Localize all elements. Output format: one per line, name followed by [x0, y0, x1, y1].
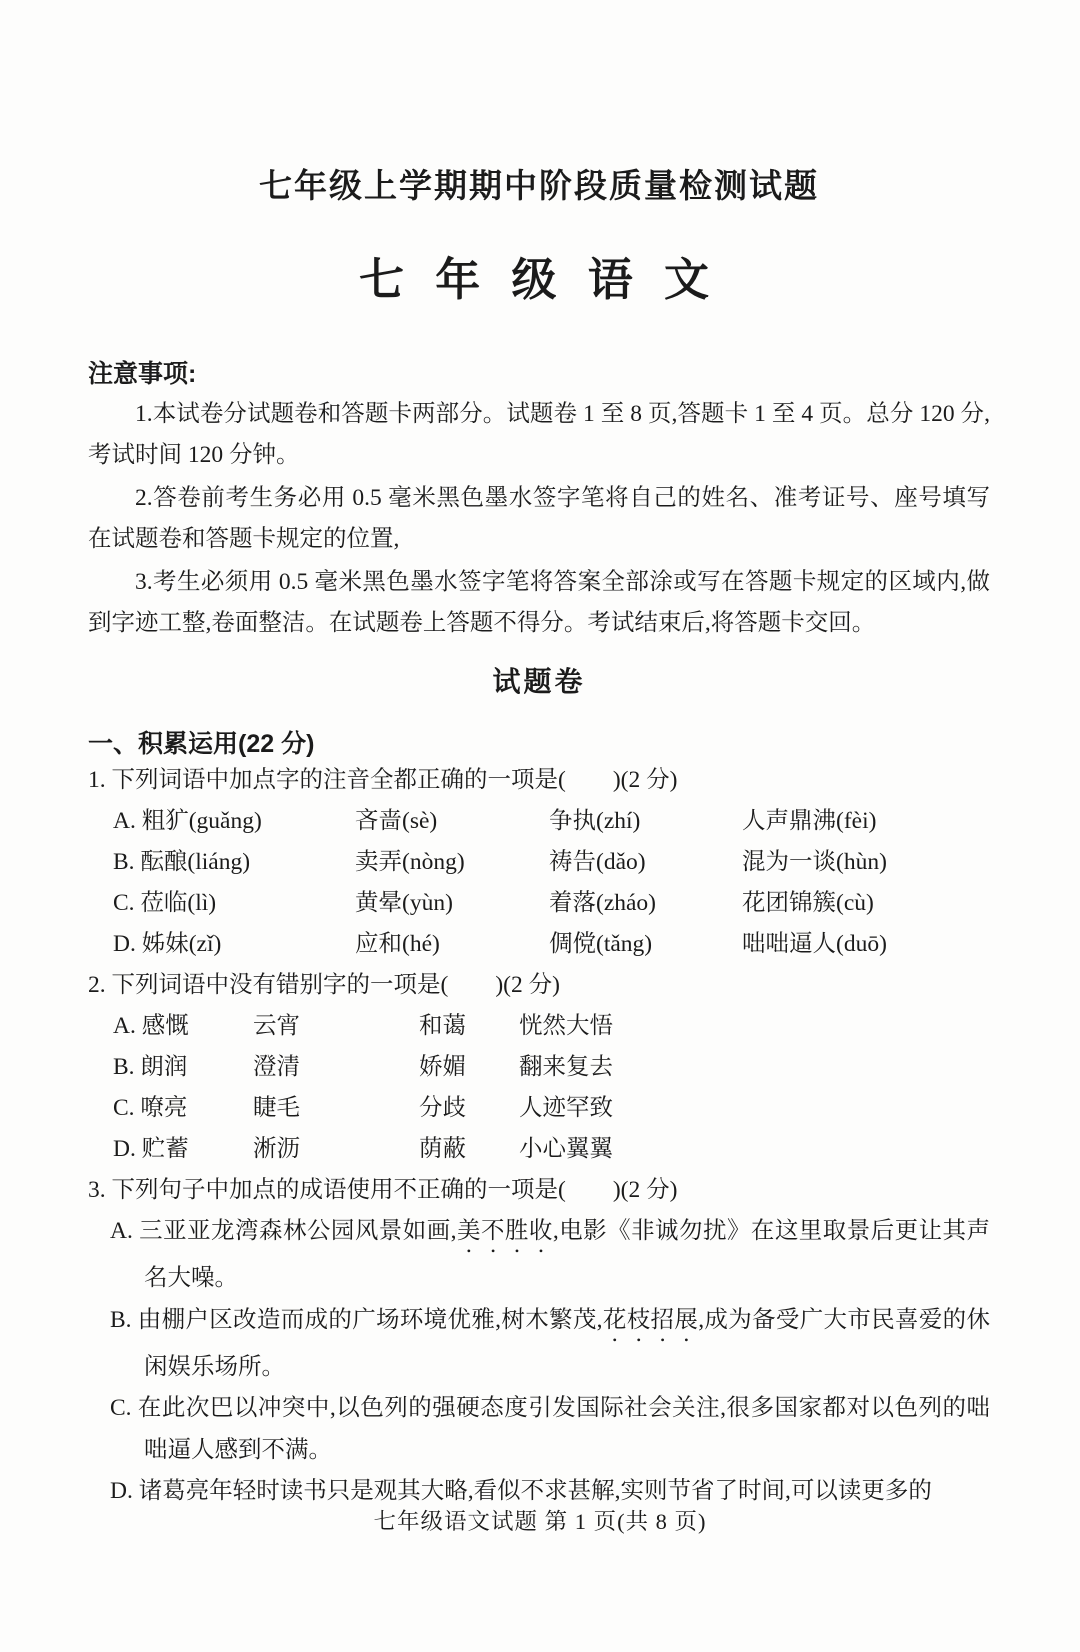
question-1-option-row-c [113, 883, 990, 924]
question-2-option-row-c [113, 1088, 990, 1129]
notice-item-2: 2.答卷前考生务必用 0.5 毫米黑色墨水签字笔将自己的姓名、准考证号、座号填写在试题卷和答题卡规定的位置, [88, 485, 990, 552]
q1-b-word-2: 卖弄(nòng) [355, 849, 465, 875]
question-1-option-row-d [113, 924, 990, 965]
question-3-stem: 3. 下列句子中加点的成语使用不正确的一项是( )(2 分) [88, 1177, 678, 1203]
q3-a-text-pre: A. 三亚亚龙湾森林公园风景如画, [110, 1218, 457, 1244]
q3-a-emphasized-idiom: 美不胜收 [456, 1218, 553, 1244]
question-3 [88, 1170, 990, 1513]
q2-c-word-2: 睫毛 [253, 1095, 300, 1121]
q3-d-emphasized-idiom: 不求甚解 [520, 1478, 615, 1504]
question-3-option-b [110, 1300, 990, 1389]
q2-a-word-4: 恍然大悟 [519, 1013, 613, 1039]
notice-item-3: 3.考生必须用 0.5 毫米黑色墨水签字笔将答案全部涂或写在答题卡规定的区域内,做到字迹工整,卷面整洁。在试题卷上答题不得分。考试结束后,将答题卡交回。 [88, 569, 990, 636]
q1-c-word-4: 花团锦簇(cù) [742, 890, 874, 916]
q3-d-text-pre: D. 诸葛亮年轻时读书只是观其大略,看似 [110, 1478, 521, 1504]
q2-d-word-1: D. 贮蓄 [113, 1136, 189, 1162]
q1-a-word-4: 人声鼎沸(fèi) [742, 808, 877, 834]
q3-c-emphasized-idiom: 咄咄逼人 [144, 1395, 990, 1463]
question-2-stem: 2. 下列词语中没有错别字的一项是( )(2 分) [88, 972, 560, 998]
q1-a-word-1: A. 粗犷(guǎng) [113, 808, 262, 834]
question-1 [88, 760, 990, 965]
q3-b-emphasized-idiom: 花枝招展 [602, 1306, 699, 1333]
q1-c-word-3: 着落(zháo) [549, 890, 657, 916]
q1-d-word-4: 咄咄逼人(duō) [742, 931, 887, 957]
exam-header-title: 七年级上学期期中阶段质量检测试题 [259, 169, 819, 205]
q3-c-text-post: 感到不满。 [214, 1436, 332, 1463]
question-3-option-c [110, 1388, 990, 1471]
notice-item-1: 1.本试卷分试题卷和答题卡两部分。试题卷 1 至 8 页,答题卡 1 至 4 页。总分 120 分,考试时间 120 分钟。 [88, 401, 990, 468]
q2-b-word-1: B. 朗润 [113, 1054, 188, 1080]
q1-a-word-3: 争执(zhí) [549, 808, 641, 834]
q2-d-word-4: 小心翼翼 [519, 1136, 613, 1162]
q2-c-word-1: C. 嘹亮 [113, 1095, 188, 1121]
question-2-option-row-a [113, 1006, 990, 1047]
q2-c-word-4: 人迹罕致 [519, 1095, 613, 1121]
question-2-option-row-d [113, 1129, 990, 1170]
question-2 [88, 965, 990, 1170]
q1-d-word-2: 应和(hé) [355, 931, 440, 957]
q1-b-word-4: 混为一谈(hùn) [742, 849, 887, 875]
q1-b-word-3: 祷告(dǎo) [549, 849, 646, 875]
q2-b-word-3: 娇媚 [419, 1054, 466, 1080]
question-1-option-row-a [113, 801, 990, 842]
q2-a-word-1: A. 感慨 [113, 1013, 189, 1039]
q2-d-word-2: 淅沥 [253, 1136, 300, 1162]
q3-b-text-pre: B. 由棚户区改造而成的广场环境优雅,树木繁茂, [110, 1306, 603, 1333]
notice-heading: 注意事项: [88, 360, 197, 388]
paper-section-title: 试题卷 [492, 666, 586, 697]
page-footer: 七年级语文试题 第 1 页(共 8 页) [373, 1509, 707, 1534]
q1-b-word-1: B. 酝酿(liáng) [113, 849, 251, 875]
question-2-option-row-b [113, 1047, 990, 1088]
q2-d-word-3: 荫蔽 [419, 1136, 466, 1162]
q1-a-word-2: 吝啬(sè) [355, 808, 438, 834]
q1-d-word-1: D. 姊妹(zǐ) [113, 931, 222, 957]
question-3-option-a [110, 1211, 990, 1300]
q3-c-text-pre: C. 在此次巴以冲突中,以色列的强硬态度引发国际社会关注,很多国家都对以色列的 [110, 1395, 967, 1421]
exam-subject-title: 七 年 级 语 文 [358, 255, 719, 305]
q3-b-text-post: ,成为备受广大市民喜爱的休闲娱乐场所。 [144, 1306, 991, 1380]
part1-heading: 一、积累运用(22 分) [88, 730, 315, 758]
q2-c-word-3: 分歧 [419, 1095, 466, 1121]
q1-c-word-1: C. 莅临(lì) [113, 890, 217, 916]
q2-a-word-2: 云宵 [253, 1013, 300, 1039]
q3-a-text-post: ,电影《非诚勿扰》在这里取景后更让其声名大噪。 [144, 1218, 991, 1291]
question-1-option-row-b [113, 842, 990, 883]
notice-section [88, 354, 990, 644]
q2-b-word-4: 翻来复去 [519, 1054, 613, 1080]
q3-d-text-post: ,实则节省了时间,可以读更多的 [614, 1478, 932, 1504]
q2-a-word-3: 和蔼 [419, 1013, 466, 1039]
q2-b-word-2: 澄清 [253, 1054, 300, 1080]
q1-d-word-3: 倜傥(tǎng) [549, 931, 653, 957]
q1-c-word-2: 黄晕(yùn) [355, 890, 453, 916]
question-1-stem: 1. 下列词语中加点字的注音全都正确的一项是( )(2 分) [88, 767, 678, 793]
